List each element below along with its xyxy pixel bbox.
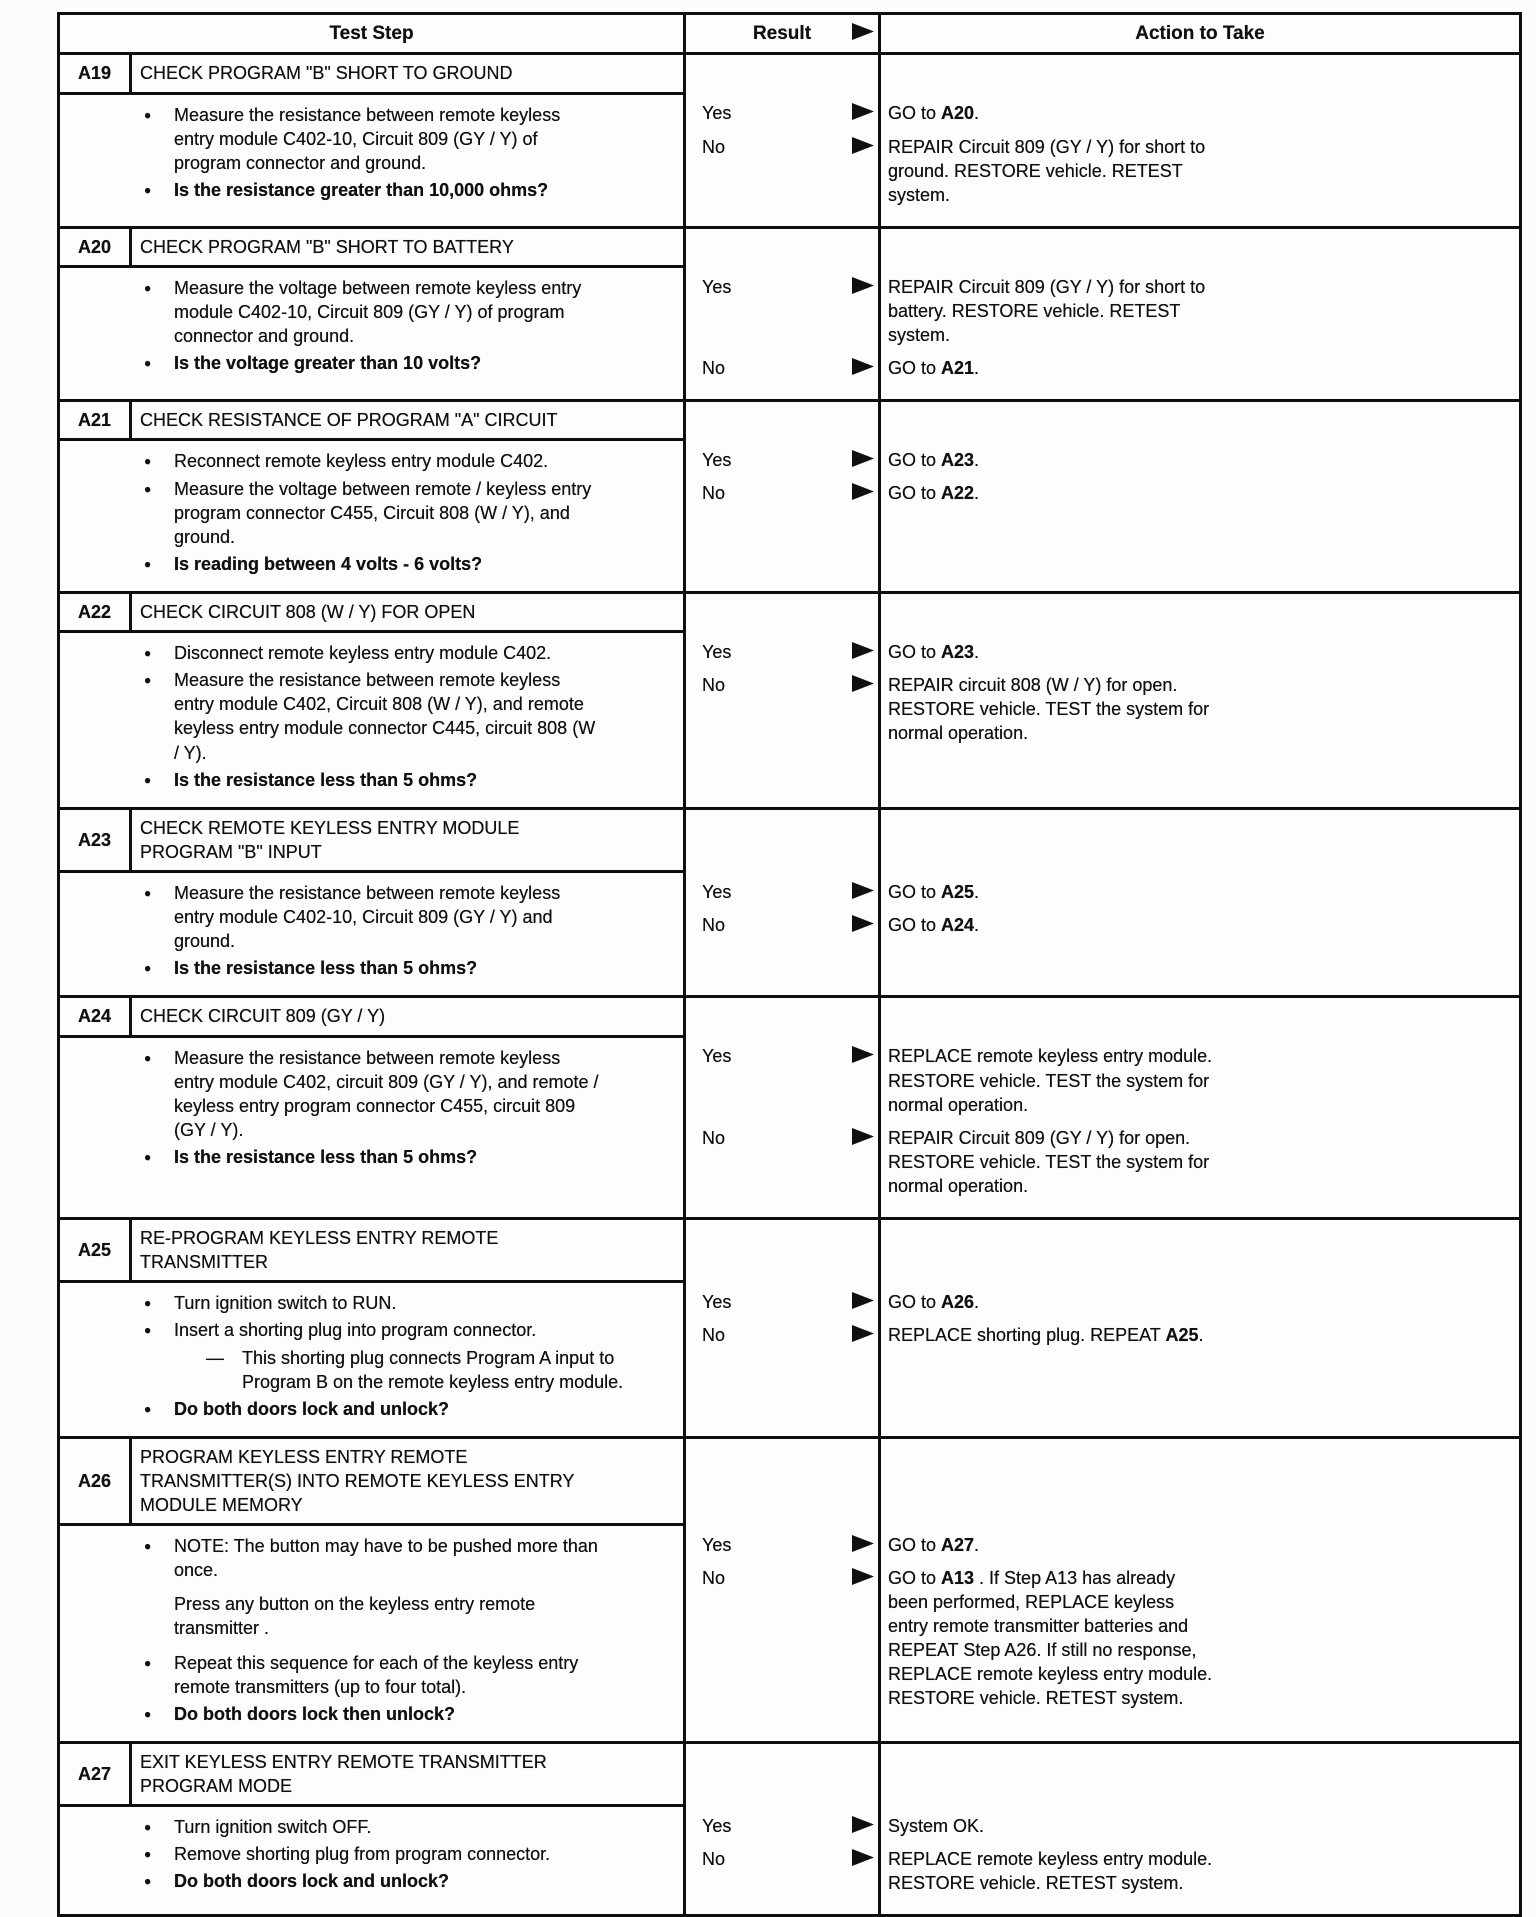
result-cell [686, 1044, 878, 1116]
test-step-item [144, 1592, 671, 1640]
step-title-text: RE-PROGRAM KEYLESS ENTRY REMOTE TRANSMITTER [140, 1228, 499, 1273]
test-step-item [144, 768, 671, 792]
outcomes [686, 55, 1519, 225]
bullet-icon: ● [144, 182, 152, 197]
item-text: Is the resistance greater than 10,000 ohms? [174, 179, 549, 200]
result-label: Yes [702, 1534, 732, 1555]
result-cell [686, 880, 878, 904]
test-step-cell [60, 810, 683, 996]
arrow-right-icon [851, 1568, 874, 1585]
outcome-row [686, 356, 1519, 380]
result-action-cell [683, 1220, 1519, 1436]
step-title [132, 229, 522, 265]
item-text: Do both doors lock then unlock? [174, 1703, 455, 1724]
bullet-icon: ● [144, 556, 152, 571]
arrow-right-icon [851, 23, 874, 40]
result-cell [686, 101, 878, 125]
test-step-cell [60, 1744, 683, 1914]
item-text: Measure the resistance between remote keyless entry module C402-10, Circuit 809 (GY / Y) of program connector and ground. [174, 104, 561, 173]
outcome-row [686, 1533, 1519, 1557]
step-id: A24 [60, 998, 132, 1034]
outcome-row [686, 673, 1519, 745]
arrow-right-icon [851, 103, 874, 120]
pinpoint-test-table [57, 12, 1522, 1917]
result-cell [686, 448, 878, 472]
step-procedure [60, 633, 683, 807]
item-text: Disconnect remote keyless entry module C402. [174, 643, 552, 664]
step-row [60, 52, 1519, 225]
test-step-item [144, 1291, 671, 1315]
arrow-right-icon [851, 1292, 874, 1309]
arrow-right-icon [851, 1849, 874, 1866]
arrow-right-icon [851, 675, 874, 692]
outcomes [686, 594, 1519, 764]
step-id: A19 [60, 55, 132, 91]
step-title [132, 1220, 600, 1280]
step-row [60, 399, 1519, 591]
action-text: System OK. [888, 1815, 985, 1836]
outcome-row [686, 1323, 1519, 1347]
test-step-item [144, 956, 671, 980]
arrow-right-icon [851, 915, 874, 932]
header-action: Action to Take [878, 15, 1519, 52]
arrow-right-icon [851, 1816, 874, 1833]
step-title [132, 1744, 600, 1804]
bullet-icon: ● [144, 1847, 152, 1862]
page [0, 12, 1536, 1894]
test-step-cell [60, 594, 683, 807]
step-procedure [60, 95, 683, 217]
arrow-right-icon [851, 1128, 874, 1145]
test-step-item [144, 477, 671, 549]
step-title [132, 998, 393, 1034]
action-text: GO to A21. [888, 358, 980, 379]
outcomes [686, 1220, 1519, 1366]
action-text: GO to A27. [888, 1534, 980, 1555]
step-header [60, 1220, 683, 1283]
action-text: GO to A23. [888, 641, 980, 662]
step-procedure [60, 1807, 683, 1908]
step-id: A26 [60, 1439, 132, 1523]
result-cell [686, 481, 878, 505]
step-procedure [60, 441, 683, 591]
result-cell [686, 356, 878, 380]
arrow-right-icon [851, 483, 874, 500]
item-text: Is the resistance less than 5 ohms? [174, 1146, 478, 1167]
test-step-item [144, 1869, 671, 1893]
result-cell [686, 135, 878, 207]
outcome-row [686, 1566, 1519, 1711]
arrow-right-icon [851, 1535, 874, 1552]
step-header [60, 1439, 683, 1526]
step-title [132, 1439, 600, 1523]
item-text: Turn ignition switch OFF. [174, 1817, 372, 1838]
step-row [60, 995, 1519, 1217]
test-step-cell [60, 1220, 683, 1436]
result-cell [686, 1847, 878, 1895]
result-action-cell [683, 402, 1519, 591]
result-label: No [702, 914, 726, 935]
step-title [132, 55, 521, 91]
result-label: Yes [702, 450, 732, 471]
item-text: Measure the resistance between remote keyless entry module C402-10, Circuit 809 (GY / Y) and ground. [174, 882, 561, 952]
bullet-icon: ● [144, 1323, 152, 1338]
item-text: Measure the voltage between remote keyless entry module C402-10, Circuit 809 (GY / Y) of program connector and ground. [174, 278, 582, 347]
arrow-right-icon [851, 277, 874, 294]
step-id: A21 [60, 402, 132, 438]
result-label: No [702, 1127, 726, 1148]
result-label: Yes [702, 1815, 732, 1836]
result-cell [686, 673, 878, 745]
action-text: REPLACE shorting plug. REPEAT A25. [888, 1325, 1204, 1346]
outcome-row [686, 448, 1519, 472]
action-text: GO to A23. [888, 450, 980, 471]
test-step-item [144, 668, 671, 764]
step-title [132, 402, 565, 438]
outcome-row [686, 101, 1519, 125]
outcome-row [686, 1290, 1519, 1314]
result-label: Yes [702, 881, 732, 902]
bullet-icon: ● [144, 772, 152, 787]
item-text: Do both doors lock and unlock? [174, 1871, 450, 1892]
step-id: A22 [60, 594, 132, 630]
arrow-right-icon [851, 1325, 874, 1342]
step-row [60, 591, 1519, 807]
result-label: Yes [702, 103, 732, 124]
action-text: REPAIR Circuit 809 (GY / Y) for short to ground. RESTORE vehicle. RETEST system. [888, 136, 1206, 205]
outcomes [686, 1744, 1519, 1914]
step-id: A25 [60, 1220, 132, 1280]
step-title-text: CHECK CIRCUIT 808 (W / Y) FOR OPEN [140, 601, 476, 622]
step-header [60, 810, 683, 873]
action-text: REPAIR Circuit 809 (GY / Y) for open. RESTORE vehicle. TEST the system for normal operation. [888, 1127, 1210, 1196]
step-title-text: CHECK CIRCUIT 809 (GY / Y) [140, 1006, 386, 1027]
bullet-icon: ● [144, 1874, 152, 1889]
result-label: No [702, 136, 726, 157]
result-label: Yes [702, 641, 732, 662]
test-step-item [144, 1046, 671, 1142]
step-procedure [60, 1283, 683, 1436]
action-text: GO to A20. [888, 103, 980, 124]
outcome-row [686, 640, 1519, 664]
test-step-item [144, 1397, 671, 1421]
step-procedure [60, 1526, 683, 1741]
outcome-row [686, 1814, 1519, 1838]
arrow-right-icon [851, 358, 874, 375]
table-header [60, 15, 1519, 52]
action-text: GO to A26. [888, 1292, 980, 1313]
test-step-item [144, 1346, 671, 1394]
test-step-item [144, 641, 671, 665]
step-title [132, 810, 600, 870]
arrow-right-icon [851, 450, 874, 467]
test-step-item [144, 1815, 671, 1839]
test-step-item [144, 1318, 671, 1342]
outcomes [686, 1439, 1519, 1730]
action-text: GO to A24. [888, 914, 980, 935]
item-text: Is the resistance less than 5 ohms? [174, 958, 478, 979]
header-result-label: Result [752, 23, 812, 44]
item-text: Is reading between 4 volts - 6 volts? [174, 553, 483, 574]
step-title-text: CHECK RESISTANCE OF PROGRAM "A" CIRCUIT [140, 410, 558, 431]
outcomes [686, 229, 1519, 399]
step-header [60, 1744, 683, 1807]
result-label: No [702, 1567, 726, 1588]
bullet-icon: ● [144, 885, 152, 900]
action-text: REPLACE remote keyless entry module. RESTORE vehicle. RETEST system. [888, 1849, 1213, 1894]
item-text: Measure the voltage between remote / keyless entry program connector C455, Circuit 808 (W / Y), and ground. [174, 478, 592, 547]
item-text: Is the resistance less than 5 ohms? [174, 769, 478, 790]
bullet-icon: ● [144, 454, 152, 469]
result-action-cell [683, 1439, 1519, 1741]
result-label: No [702, 675, 726, 696]
result-cell [686, 1533, 878, 1557]
test-step-cell [60, 402, 683, 591]
bullet-icon: ● [144, 1149, 152, 1164]
result-action-cell [683, 1744, 1519, 1914]
step-title-text: CHECK REMOTE KEYLESS ENTRY MODULE PROGRAM "B" INPUT [140, 817, 520, 862]
test-step-item [144, 1651, 671, 1699]
outcomes [686, 810, 1519, 956]
result-action-cell [683, 998, 1519, 1217]
test-step-item [144, 276, 671, 348]
item-text: Press any button on the keyless entry remote transmitter . [174, 1594, 536, 1639]
outcomes [686, 998, 1519, 1217]
step-procedure [60, 873, 683, 995]
dash-icon: — [206, 1347, 224, 1368]
test-step-item [144, 351, 671, 375]
result-cell [686, 640, 878, 664]
action-text: GO to A22. [888, 483, 980, 504]
action-text: REPAIR Circuit 809 (GY / Y) for short to battery. RESTORE vehicle. RETEST system. [888, 276, 1206, 346]
test-step-item [144, 103, 671, 175]
step-header [60, 55, 683, 94]
step-title-text: CHECK PROGRAM "B" SHORT TO GROUND [140, 63, 513, 84]
result-action-cell [683, 55, 1519, 225]
bullet-icon: ● [144, 1296, 152, 1311]
bullet-icon: ● [144, 356, 152, 371]
item-text: Do both doors lock and unlock? [174, 1398, 450, 1419]
item-text: Is the voltage greater than 10 volts? [174, 353, 482, 374]
step-id: A27 [60, 1744, 132, 1804]
step-row [60, 1436, 1519, 1741]
result-cell [686, 1323, 878, 1347]
step-header [60, 229, 683, 268]
test-step-item [144, 449, 671, 473]
bullet-icon: ● [144, 481, 152, 496]
result-action-cell [683, 594, 1519, 807]
test-step-item [144, 881, 671, 953]
step-title-text: PROGRAM KEYLESS ENTRY REMOTE TRANSMITTER(S) INTO REMOTE KEYLESS ENTRY MODULE MEMORY [140, 1446, 575, 1516]
item-text: Insert a shorting plug into program connector. [174, 1320, 537, 1341]
result-cell [686, 1290, 878, 1314]
result-label: Yes [702, 1292, 732, 1313]
outcome-row [686, 1044, 1519, 1116]
step-row [60, 226, 1519, 399]
arrow-right-icon [851, 137, 874, 154]
step-title [132, 594, 483, 630]
outcome-row [686, 135, 1519, 207]
test-step-cell [60, 998, 683, 1217]
test-step-item [144, 178, 671, 202]
outcome-row [686, 913, 1519, 937]
bullet-icon: ● [144, 961, 152, 976]
test-step-cell [60, 1439, 683, 1741]
bullet-icon: ● [144, 1539, 152, 1554]
action-text: REPLACE remote keyless entry module. RESTORE vehicle. TEST the system for normal operation. [888, 1046, 1213, 1115]
test-step-cell [60, 229, 683, 399]
step-id: A23 [60, 810, 132, 870]
item-text: Remove shorting plug from program connector. [174, 1844, 551, 1865]
item-text: Measure the resistance between remote keyless entry module C402, Circuit 808 (W / Y), and remote keyless entry module connector C445, circuit 808 (W / Y). [174, 670, 596, 763]
result-label: No [702, 1849, 726, 1870]
step-procedure [60, 1038, 683, 1185]
header-test-step: Test Step [329, 23, 414, 44]
action-text: GO to A25. [888, 881, 980, 902]
outcome-row [686, 1126, 1519, 1198]
item-text: This shorting plug connects Program A input to Program B on the remote keyless entry module. [242, 1347, 624, 1392]
outcome-row [686, 880, 1519, 904]
step-title-text: EXIT KEYLESS ENTRY REMOTE TRANSMITTER PROGRAM MODE [140, 1751, 547, 1797]
header-result [683, 15, 878, 52]
item-text: Turn ignition switch to RUN. [174, 1293, 397, 1314]
arrow-right-icon [851, 1046, 874, 1063]
step-row [60, 1217, 1519, 1436]
bullet-icon: ● [144, 1401, 152, 1416]
bullet-icon: ● [144, 281, 152, 295]
test-step-item [144, 1534, 671, 1582]
step-header [60, 998, 683, 1037]
bullet-icon: ● [144, 1706, 152, 1721]
step-row [60, 1741, 1519, 1914]
result-cell [686, 1566, 878, 1711]
bullet-icon: ● [144, 673, 152, 688]
outcome-row [686, 481, 1519, 505]
item-text: Reconnect remote keyless entry module C402. [174, 451, 549, 472]
steps-container [60, 52, 1519, 1914]
action-text: REPAIR circuit 808 (W / Y) for open. RESTORE vehicle. TEST the system for normal operation. [888, 675, 1210, 744]
result-label: Yes [702, 1046, 732, 1067]
result-label: Yes [702, 276, 732, 297]
outcomes [686, 402, 1519, 524]
test-step-item [144, 552, 671, 576]
item-text: Repeat this sequence for each of the keyless entry remote transmitters (up to four total). [174, 1652, 579, 1697]
result-cell [686, 1814, 878, 1838]
result-label: No [702, 1325, 726, 1346]
step-id: A20 [60, 229, 132, 265]
result-label: No [702, 483, 726, 504]
result-action-cell [683, 810, 1519, 996]
step-title-text: CHECK PROGRAM "B" SHORT TO BATTERY [140, 236, 514, 257]
result-label: No [702, 358, 726, 379]
result-cell [686, 913, 878, 937]
step-header [60, 402, 683, 441]
test-step-item [144, 1702, 671, 1726]
outcome-row [686, 275, 1519, 347]
result-cell [686, 275, 878, 347]
item-text: NOTE: The button may have to be pushed more than once. [174, 1536, 598, 1581]
bullet-icon: ● [144, 107, 152, 122]
step-procedure [60, 268, 683, 390]
step-header [60, 594, 683, 633]
test-step-item [144, 1842, 671, 1866]
outcome-row [686, 1847, 1519, 1895]
test-step-item [144, 1145, 671, 1169]
bullet-icon: ● [144, 1050, 152, 1065]
bullet-icon: ● [144, 1655, 152, 1670]
test-step-cell [60, 55, 683, 225]
result-action-cell [683, 229, 1519, 399]
bullet-icon: ● [144, 1820, 152, 1835]
arrow-right-icon [851, 882, 874, 899]
step-row [60, 807, 1519, 996]
bullet-icon: ● [144, 646, 152, 661]
result-cell [686, 1126, 878, 1198]
action-text: GO to A13 . If Step A13 has already been performed, REPLACE keyless entry remote transmitter batteries and REPEAT Step A26. If still no response, REPLACE remote keyless entry module. RESTORE vehicle. RETEST system. [888, 1567, 1213, 1709]
arrow-right-icon [851, 642, 874, 659]
item-text: Measure the resistance between remote keyless entry module C402, circuit 809 (GY / Y), and remote / keyless entry program connector C455, circuit 809 (GY / Y). [174, 1047, 599, 1140]
